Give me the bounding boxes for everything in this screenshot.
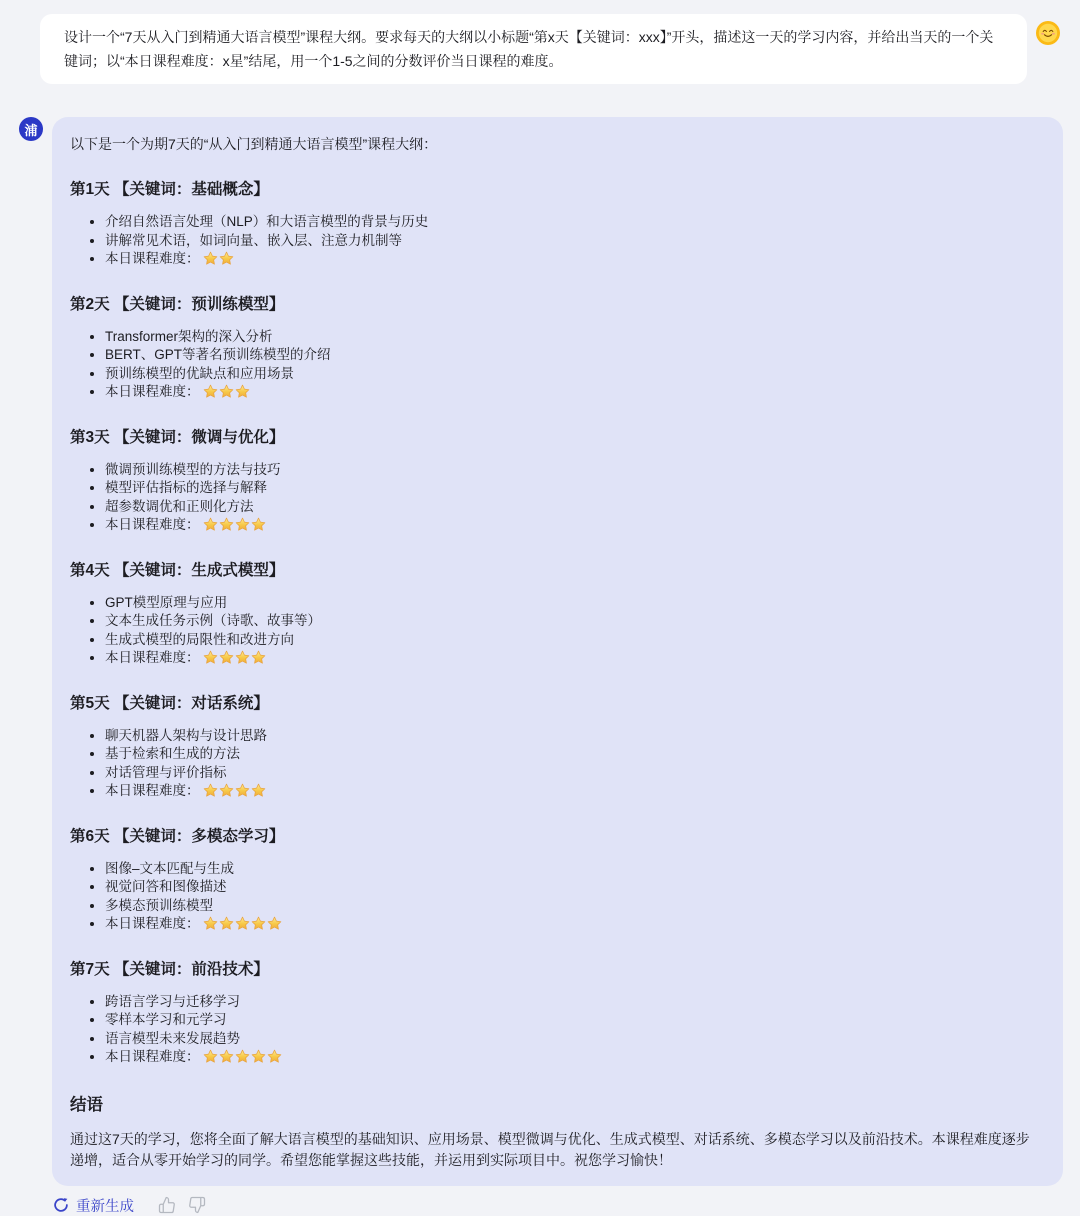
day-2-section (70, 292, 1041, 402)
day-1-title: 第1天 【关键词：基础概念】 (70, 181, 269, 198)
day-5-section (70, 691, 1041, 801)
day-5-title: 第5天 【关键词：对话系统】 (70, 694, 269, 712)
difficulty-label: 本日课程难度： (105, 916, 200, 931)
bullet-item: • 文本生成任务示例（诗歌、故事等） (105, 612, 1041, 631)
star-rating (203, 384, 250, 399)
star-icon (203, 650, 218, 665)
bullet-item: • 微调预训练模型的方法与技巧 (105, 461, 1041, 480)
assistant-message-bubble (52, 117, 1063, 1186)
star-icon (235, 384, 250, 399)
difficulty-item (105, 1048, 1041, 1067)
star-icon (251, 916, 266, 931)
star-rating (203, 650, 266, 665)
bullet-item: • 超参数调优和正则化方法 (105, 498, 1041, 517)
star-icon (251, 1049, 266, 1064)
day-7-list (70, 993, 1041, 1067)
star-rating (203, 251, 234, 266)
bullet-item: • 图像–文本匹配与生成 (105, 860, 1041, 879)
bullet-item: • 生成式模型的局限性和改进方向 (105, 631, 1041, 650)
user-message-bubble (40, 14, 1027, 84)
day-4-section (70, 558, 1041, 668)
star-icon (251, 783, 266, 798)
star-icon (203, 1049, 218, 1064)
bullet-item: • 基于检索和生成的方法 (105, 745, 1041, 764)
star-icon (251, 650, 266, 665)
difficulty-item (105, 915, 1041, 934)
day-6-list (70, 860, 1041, 934)
bullet-item: • 聊天机器人架构与设计思路 (105, 727, 1041, 746)
day-4-title: 第4天 【关键词：生成式模型】 (70, 561, 285, 579)
star-icon (219, 650, 234, 665)
difficulty-item (105, 516, 1041, 535)
regenerate-label: 重新生成 (76, 1198, 134, 1215)
difficulty-label: 本日课程难度： (105, 783, 200, 798)
user-message-text: 设计一个“7天从入门到精通大语言模型”课程大纲。要求每天的大纲以小标题“第x天【关键词：xxx】”开头，描述这一天的学习内容，并给出当天的一个关键词；以“本日课程难度：x星”结尾，用一个1-5之间的分数评价当日课程的难度。 (64, 29, 994, 69)
star-icon (219, 517, 234, 532)
assistant-intro-text: 以下是一个为期7天的“从入门到精通大语言模型”课程大纲： (70, 136, 438, 152)
bullet-item: • 跨语言学习与迁移学习 (105, 993, 1041, 1012)
bullet-item: • BERT、GPT等著名预训练模型的介绍 (105, 346, 1041, 365)
thumbs-up-button[interactable] (158, 1196, 176, 1214)
bullet-item: • 多模态预训练模型 (105, 897, 1041, 916)
day-1-list (70, 213, 1041, 269)
star-icon (219, 916, 234, 931)
star-icon (219, 783, 234, 798)
regenerate-button[interactable] (53, 1195, 134, 1216)
conclusion-title: 结语 (70, 1095, 103, 1114)
star-icon (235, 916, 250, 931)
difficulty-label: 本日课程难度： (105, 517, 200, 532)
assistant-avatar-label: 浦 (24, 122, 38, 138)
difficulty-label: 本日课程难度： (105, 251, 200, 266)
conclusion-text: 通过这7天的学习，您将全面了解大语言模型的基础知识、应用场景、模型微调与优化、生成式模型、对话系统、多模态学习以及前沿技术。本课程难度逐步递增，适合从零开始学习的同学。希望您能掌握这些技能，并运用到实际项目中。祝您学习愉快！ (70, 1130, 1030, 1168)
day-7-title: 第7天 【关键词：前沿技术】 (70, 960, 269, 978)
bullet-item: • 介绍自然语言处理（NLP）和大语言模型的背景与历史 (105, 213, 1041, 232)
day-2-title: 第2天 【关键词：预训练模型】 (70, 295, 285, 313)
star-icon (235, 783, 250, 798)
difficulty-item (105, 250, 1041, 269)
star-icon (219, 251, 234, 266)
day-1-section (70, 177, 1041, 269)
difficulty-label: 本日课程难度： (105, 650, 200, 665)
day-5-list (70, 727, 1041, 801)
difficulty-item (105, 782, 1041, 801)
star-icon (235, 517, 250, 532)
assistant-avatar (19, 117, 43, 141)
assistant-message-row (0, 84, 1080, 1186)
smiley-emoji-icon (1036, 21, 1060, 45)
star-icon (219, 384, 234, 399)
star-icon (203, 916, 218, 931)
thumbs-down-icon (188, 1196, 206, 1214)
star-icon (203, 783, 218, 798)
bullet-item: • 预训练模型的优缺点和应用场景 (105, 365, 1041, 384)
day-2-list (70, 328, 1041, 402)
thumbs-down-button[interactable] (188, 1196, 206, 1214)
star-icon (235, 650, 250, 665)
star-rating (203, 916, 282, 931)
star-icon (203, 384, 218, 399)
bullet-item: • 讲解常见术语，如词向量、嵌入层、注意力机制等 (105, 232, 1041, 251)
difficulty-label: 本日课程难度： (105, 384, 200, 399)
bullet-item: • 对话管理与评价指标 (105, 764, 1041, 783)
star-icon (235, 1049, 250, 1064)
star-icon (219, 1049, 234, 1064)
thumbs-up-icon (158, 1196, 176, 1214)
user-avatar (1036, 21, 1060, 45)
star-icon (203, 251, 218, 266)
bullet-item: • 模型评估指标的选择与解释 (105, 479, 1041, 498)
bullet-item: • 零样本学习和元学习 (105, 1011, 1041, 1030)
day-4-list (70, 594, 1041, 668)
star-icon (267, 1049, 282, 1064)
day-3-section (70, 425, 1041, 535)
day-7-section (70, 957, 1041, 1067)
star-rating (203, 1049, 282, 1064)
bullet-item: • 语言模型未来发展趋势 (105, 1030, 1041, 1049)
user-message-row (0, 0, 1080, 84)
difficulty-label: 本日课程难度： (105, 1049, 200, 1064)
star-icon (251, 517, 266, 532)
star-icon (203, 517, 218, 532)
star-icon (267, 916, 282, 931)
day-3-title: 第3天 【关键词：微调与优化】 (70, 428, 285, 446)
difficulty-item (105, 383, 1041, 402)
star-rating (203, 517, 266, 532)
message-actions (0, 1186, 1080, 1216)
star-rating (203, 783, 266, 798)
bullet-item: • Transformer架构的深入分析 (105, 328, 1041, 347)
difficulty-item (105, 649, 1041, 668)
bullet-item: • GPT模型原理与应用 (105, 594, 1041, 613)
day-6-section (70, 824, 1041, 934)
day-3-list (70, 461, 1041, 535)
day-6-title: 第6天 【关键词：多模态学习】 (70, 827, 285, 845)
bullet-item: • 视觉问答和图像描述 (105, 878, 1041, 897)
refresh-icon (53, 1197, 69, 1213)
